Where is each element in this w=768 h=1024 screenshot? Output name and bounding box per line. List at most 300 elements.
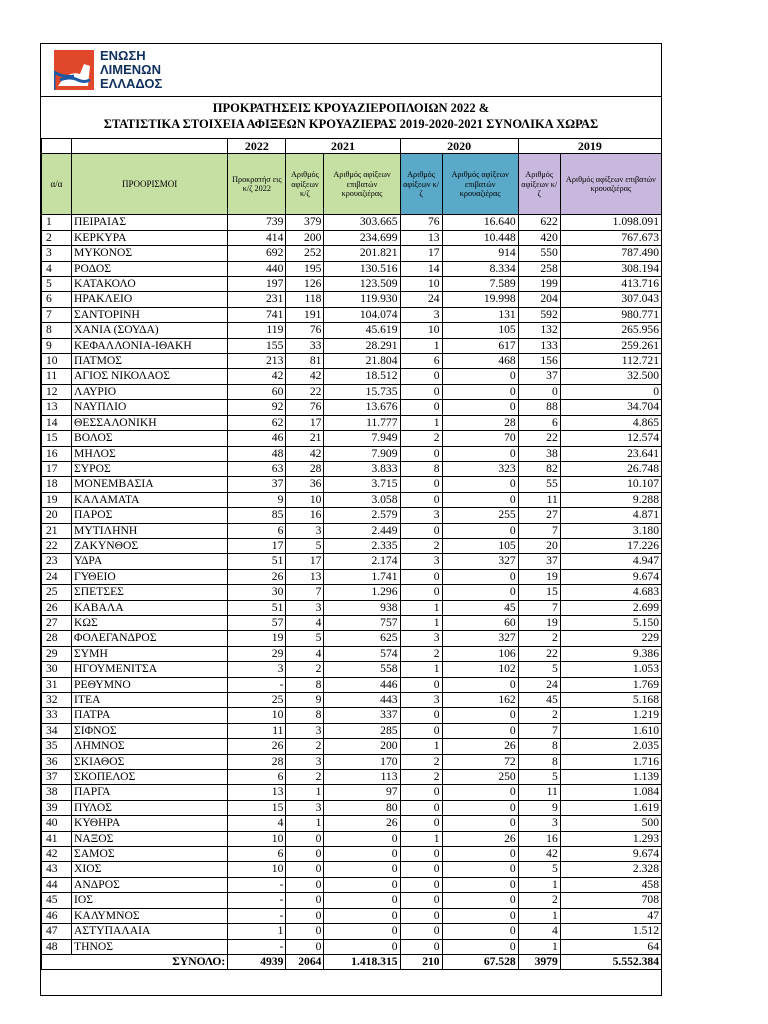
table-row [42, 831, 662, 846]
destination-name: ΝΑΥΠΛΙΟ [72, 400, 228, 415]
table-cell: 9 [286, 693, 324, 708]
table-cell: 7 [286, 585, 324, 600]
table-cell: 17 [286, 415, 324, 430]
table-cell: 0 [400, 677, 442, 692]
table-row [42, 338, 662, 353]
table-cell: 213 [228, 354, 286, 369]
table-cell: 0 [400, 862, 442, 877]
table-cell: 1.769 [560, 677, 661, 692]
table-row [42, 877, 662, 892]
table-cell: 10 [228, 862, 286, 877]
table-cell: 914 [442, 246, 518, 261]
table-cell: 1.716 [560, 754, 661, 769]
table-cell: 6 [518, 415, 560, 430]
table-cell: 11 [518, 785, 560, 800]
table-cell: 446 [324, 677, 400, 692]
table-cell: 4.865 [560, 415, 661, 430]
table-cell: 26 [228, 739, 286, 754]
table-cell: 708 [560, 893, 661, 908]
table-cell: 0 [518, 384, 560, 399]
table-row [42, 585, 662, 600]
table-cell: 413.716 [560, 277, 661, 292]
table-cell: 420 [518, 230, 560, 245]
table-cell: 76 [286, 323, 324, 338]
table-row [42, 277, 662, 292]
row-index: 11 [42, 369, 72, 384]
table-cell: 0 [442, 569, 518, 584]
table-cell: 8 [400, 461, 442, 476]
table-cell: 258 [518, 261, 560, 276]
table-cell: 195 [286, 261, 324, 276]
table-cell: 113 [324, 770, 400, 785]
table-cell: 97 [324, 785, 400, 800]
table-row [42, 800, 662, 815]
table-cell: 0 [286, 877, 324, 892]
logo-line-1: ΕΝΩΣΗ [100, 48, 146, 63]
destination-name: ΠΥΛΟΣ [72, 800, 228, 815]
table-cell: 2 [518, 631, 560, 646]
table-cell: 28 [228, 754, 286, 769]
table-row [42, 400, 662, 415]
table-cell: 0 [286, 862, 324, 877]
table-row [42, 215, 662, 230]
header-arrivals-2020: Αριθμός αφίξεων κ/ζ [400, 154, 442, 215]
destination-name: ΣΚΙΑΘΟΣ [72, 754, 228, 769]
destination-name: ΛΑΥΡΙΟ [72, 384, 228, 399]
table-cell: 7 [518, 723, 560, 738]
row-index: 38 [42, 785, 72, 800]
table-cell: 131 [442, 307, 518, 322]
table-cell: 3 [286, 754, 324, 769]
table-row [42, 816, 662, 831]
table-cell: 3 [228, 662, 286, 677]
year-header-row [42, 139, 662, 154]
table-cell: 229 [560, 631, 661, 646]
table-cell: 0 [400, 908, 442, 923]
table-cell: 13 [228, 785, 286, 800]
table-cell: 2 [400, 770, 442, 785]
header-destinations: ΠΡΟΟΡΙΣΜΟΙ [72, 154, 228, 215]
table-cell: 285 [324, 723, 400, 738]
table-row [42, 785, 662, 800]
table-cell: 327 [442, 631, 518, 646]
table-cell: 3.715 [324, 477, 400, 492]
destination-name: ΑΓΙΟΣ ΝΙΚΟΛΑΟΣ [72, 369, 228, 384]
table-cell: 0 [442, 893, 518, 908]
table-cell: 741 [228, 307, 286, 322]
table-cell: 20 [518, 538, 560, 553]
table-cell: 36 [286, 477, 324, 492]
table-cell: 0 [442, 800, 518, 815]
table-cell: 0 [400, 893, 442, 908]
table-cell: 9.386 [560, 646, 661, 661]
table-cell: 2.328 [560, 862, 661, 877]
table-cell: 42 [228, 369, 286, 384]
destination-name: ΚΑΒΑΛΑ [72, 600, 228, 615]
table-cell: 13 [400, 230, 442, 245]
table-cell: 17 [400, 246, 442, 261]
table-cell: 25 [228, 693, 286, 708]
table-cell: 1 [518, 908, 560, 923]
table-cell: 47 [560, 908, 661, 923]
table-cell: 1.098.091 [560, 215, 661, 230]
table-row [42, 446, 662, 461]
table-cell: 0 [286, 924, 324, 939]
table-cell: 42 [286, 369, 324, 384]
table-cell: 24 [400, 292, 442, 307]
table-row [42, 939, 662, 954]
table-cell: 3 [400, 693, 442, 708]
table-cell: 48 [228, 446, 286, 461]
destination-name: ΣΠΕΤΣΕΣ [72, 585, 228, 600]
table-row [42, 924, 662, 939]
row-index: 44 [42, 877, 72, 892]
destination-name: ΙΤΕΑ [72, 693, 228, 708]
table-row [42, 261, 662, 276]
table-cell: 1.053 [560, 662, 661, 677]
table-cell: 62 [228, 415, 286, 430]
table-cell: 0 [442, 723, 518, 738]
table-cell: - [228, 908, 286, 923]
table-cell: 10 [400, 277, 442, 292]
table-cell: 63 [228, 461, 286, 476]
table-cell: 1.219 [560, 708, 661, 723]
table-row [42, 847, 662, 862]
table-cell: 0 [400, 369, 442, 384]
table-cell: 1 [228, 924, 286, 939]
row-index: 48 [42, 939, 72, 954]
table-cell: 57 [228, 615, 286, 630]
table-cell: 28 [442, 415, 518, 430]
destination-name: ΠΑΡΟΣ [72, 508, 228, 523]
row-index: 6 [42, 292, 72, 307]
table-cell: 37 [518, 554, 560, 569]
total-arr2019: 3979 [518, 954, 560, 969]
table-cell: 19 [228, 631, 286, 646]
table-cell: 46 [228, 431, 286, 446]
table-cell: 130.516 [324, 261, 400, 276]
destination-name: ΥΔΡΑ [72, 554, 228, 569]
row-index: 21 [42, 523, 72, 538]
table-cell: 200 [324, 739, 400, 754]
table-cell: - [228, 893, 286, 908]
table-cell: 55 [518, 477, 560, 492]
total-arr2020: 210 [400, 954, 442, 969]
table-cell: 592 [518, 307, 560, 322]
table-row [42, 461, 662, 476]
destination-name: ΡΟΔΟΣ [72, 261, 228, 276]
destination-name: ΓΥΘΕΙΟ [72, 569, 228, 584]
table-cell: 0 [400, 477, 442, 492]
table-cell: 980.771 [560, 307, 661, 322]
table-cell: 26.748 [560, 461, 661, 476]
table-cell: 92 [228, 400, 286, 415]
table-cell: 32.500 [560, 369, 661, 384]
table-cell: 0 [400, 847, 442, 862]
table-row [42, 615, 662, 630]
destination-name: ΛΗΜΝΟΣ [72, 739, 228, 754]
row-index: 31 [42, 677, 72, 692]
table-cell: - [228, 677, 286, 692]
table-cell: 11.777 [324, 415, 400, 430]
table-cell: 2 [518, 893, 560, 908]
table-row [42, 754, 662, 769]
table-cell: 45 [518, 693, 560, 708]
table-cell: 4.683 [560, 585, 661, 600]
table-cell: 0 [400, 939, 442, 954]
table-row [42, 693, 662, 708]
table-cell: 739 [228, 215, 286, 230]
table-cell: 0 [400, 585, 442, 600]
year-2022: 2022 [228, 139, 286, 154]
table-cell: 4 [518, 924, 560, 939]
row-index: 36 [42, 754, 72, 769]
table-cell: 10 [286, 492, 324, 507]
header-index: α/α [42, 154, 72, 215]
table-cell: 155 [228, 338, 286, 353]
table-cell: 2 [286, 770, 324, 785]
table-cell: 574 [324, 646, 400, 661]
table-cell: 4.871 [560, 508, 661, 523]
table-cell: 4.947 [560, 554, 661, 569]
table-cell: 45 [442, 600, 518, 615]
table-cell: 622 [518, 215, 560, 230]
table-cell: 0 [324, 847, 400, 862]
table-row [42, 554, 662, 569]
table-cell: 0 [400, 384, 442, 399]
table-row [42, 415, 662, 430]
table-cell: 558 [324, 662, 400, 677]
table-cell: 550 [518, 246, 560, 261]
table-cell: 3 [400, 631, 442, 646]
table-cell: 88 [518, 400, 560, 415]
table-cell: 3.058 [324, 492, 400, 507]
table-cell: 0 [442, 847, 518, 862]
table-cell: 443 [324, 693, 400, 708]
table-cell: 13.676 [324, 400, 400, 415]
destination-name: ΗΡΑΚΛΕΙΟ [72, 292, 228, 307]
table-row [42, 723, 662, 738]
table-row [42, 492, 662, 507]
total-label: ΣΥΝΟΛΟ: [42, 954, 228, 969]
destination-name: ΚΩΣ [72, 615, 228, 630]
table-cell: 10 [400, 323, 442, 338]
table-cell: 3 [286, 523, 324, 538]
table-cell: 16 [286, 508, 324, 523]
table-cell: 0 [286, 908, 324, 923]
table-cell: 0 [442, 785, 518, 800]
table-cell: 30 [228, 585, 286, 600]
table-cell: 76 [286, 400, 324, 415]
destination-name: ΗΓΟΥΜΕΝΙΤΣΑ [72, 662, 228, 677]
row-index: 37 [42, 770, 72, 785]
destination-name: ΖΑΚΥΝΘΟΣ [72, 538, 228, 553]
table-cell: 458 [560, 877, 661, 892]
table-cell: 0 [442, 862, 518, 877]
table-cell: 23.641 [560, 446, 661, 461]
table-cell: 14 [400, 261, 442, 276]
destination-name: ΣΥΡΟΣ [72, 461, 228, 476]
table-row [42, 323, 662, 338]
row-index: 35 [42, 739, 72, 754]
table-row [42, 307, 662, 322]
table-cell: 0 [400, 723, 442, 738]
table-cell: 1 [400, 338, 442, 353]
total-pax2019: 5.552.384 [560, 954, 661, 969]
row-index: 45 [42, 893, 72, 908]
table-cell: 7 [518, 600, 560, 615]
table-cell: 9.674 [560, 569, 661, 584]
table-cell: 1 [286, 785, 324, 800]
table-cell: 105 [442, 323, 518, 338]
table-cell: 5 [518, 862, 560, 877]
table-cell: 692 [228, 246, 286, 261]
table-cell: 0 [400, 800, 442, 815]
row-index: 41 [42, 831, 72, 846]
destination-name: ΚΑΤΑΚΟΛΟ [72, 277, 228, 292]
table-cell: 3 [518, 816, 560, 831]
document-frame [40, 43, 662, 996]
destination-name: ΒΟΛΟΣ [72, 431, 228, 446]
row-index: 39 [42, 800, 72, 815]
row-index: 10 [42, 354, 72, 369]
table-cell: 0 [286, 831, 324, 846]
table-cell: 9 [518, 800, 560, 815]
table-cell: 1 [400, 600, 442, 615]
row-index: 17 [42, 461, 72, 476]
table-cell: 80 [324, 800, 400, 815]
row-index: 24 [42, 569, 72, 584]
table-cell: 0 [324, 908, 400, 923]
table-cell: 0 [442, 523, 518, 538]
table-cell: 0 [286, 939, 324, 954]
table-cell: 5 [286, 538, 324, 553]
title-area [41, 96, 661, 139]
table-cell: 5 [286, 631, 324, 646]
table-cell: 327 [442, 554, 518, 569]
destination-name: ΡΕΘΥΜΝΟ [72, 677, 228, 692]
table-cell: 3 [286, 600, 324, 615]
title-line-1: ΠΡΟΚΡΑΤΗΣΕΙΣ ΚΡΟΥΑΖΙΕΡΟΠΛΟΙΩΝ 2022 & [212, 101, 490, 115]
header-passengers-2019: Αριθμός αφίξεων επιβατών κρουαζιέρας [560, 154, 661, 215]
table-cell: 1.619 [560, 800, 661, 815]
table-cell: 0 [400, 877, 442, 892]
table-cell: 0 [324, 939, 400, 954]
table-cell: 1 [400, 831, 442, 846]
table-cell: 119.930 [324, 292, 400, 307]
table-cell: 7.909 [324, 446, 400, 461]
table-cell: 0 [286, 893, 324, 908]
table-row [42, 677, 662, 692]
destination-name: ΣΥΜΗ [72, 646, 228, 661]
title-line-2: ΣΤΑΤΙΣΤΙΚΑ ΣΤΟΙΧΕΙΑ ΑΦΙΞΕΩΝ ΚΡΟΥΑΖΙΕΡΑΣ 2019-2020-2021 ΣΥΝΟΛΙΚΑ ΧΩΡΑΣ [103, 117, 599, 131]
table-cell: 0 [324, 893, 400, 908]
table-cell: 0 [442, 908, 518, 923]
table-cell: 308.194 [560, 261, 661, 276]
table-cell: 10.107 [560, 477, 661, 492]
row-index: 9 [42, 338, 72, 353]
destination-name: ΜΗΛΟΣ [72, 446, 228, 461]
table-row [42, 246, 662, 261]
table-cell: 9.674 [560, 847, 661, 862]
table-cell: 252 [286, 246, 324, 261]
row-index: 42 [42, 847, 72, 862]
table-cell: 1.293 [560, 831, 661, 846]
table-cell: 5 [518, 662, 560, 677]
destination-name: ΑΝΔΡΟΣ [72, 877, 228, 892]
row-index: 30 [42, 662, 72, 677]
header-bookings-2022: Προκρατήσ εις κ/ζ 2022 [228, 154, 286, 215]
cruise-statistics-table [41, 138, 662, 970]
table-cell: 4 [228, 816, 286, 831]
table-cell: 1.084 [560, 785, 661, 800]
destination-name: ΠΑΤΡΑ [72, 708, 228, 723]
row-index: 1 [42, 215, 72, 230]
table-cell: 1 [286, 816, 324, 831]
table-cell: 170 [324, 754, 400, 769]
table-row [42, 384, 662, 399]
table-cell: 105 [442, 538, 518, 553]
table-row [42, 569, 662, 584]
table-cell: 1 [518, 939, 560, 954]
logo-line-3: ΕΛΛΑΔΟΣ [100, 76, 163, 91]
table-cell: 255 [442, 508, 518, 523]
table-cell: 204 [518, 292, 560, 307]
table-cell: 123.509 [324, 277, 400, 292]
table-row [42, 431, 662, 446]
table-cell: 6 [228, 847, 286, 862]
table-cell: 0 [442, 446, 518, 461]
table-cell: 0 [442, 677, 518, 692]
table-cell: 3.180 [560, 523, 661, 538]
row-index: 26 [42, 600, 72, 615]
table-row [42, 893, 662, 908]
table-cell: 2.449 [324, 523, 400, 538]
table-cell: 2 [400, 754, 442, 769]
table-cell: 34.704 [560, 400, 661, 415]
destination-name: ΠΑΤΜΟΣ [72, 354, 228, 369]
row-index: 3 [42, 246, 72, 261]
destination-name: ΚΕΡΚΥΡΑ [72, 230, 228, 245]
table-cell: 197 [228, 277, 286, 292]
row-index: 32 [42, 693, 72, 708]
table-cell: 1 [400, 415, 442, 430]
destination-name: ΠΕΙΡΑΙΑΣ [72, 215, 228, 230]
table-cell: 27 [518, 508, 560, 523]
table-cell: 8 [286, 708, 324, 723]
table-cell: 1 [400, 739, 442, 754]
table-cell: 17.226 [560, 538, 661, 553]
table-cell: 3 [400, 508, 442, 523]
table-row [42, 600, 662, 615]
header-passengers-2021: Αριθμός αφίξεων επιβατών κρουαζιέρας [324, 154, 400, 215]
header-arrivals-2021: Αριθμός αφίξεων κ/ζ [286, 154, 324, 215]
table-cell: 3 [286, 723, 324, 738]
row-index: 15 [42, 431, 72, 446]
table-cell: 15 [228, 800, 286, 815]
table-cell: 119 [228, 323, 286, 338]
ports-union-logo-icon [54, 50, 94, 90]
row-index: 19 [42, 492, 72, 507]
table-cell: 29 [228, 646, 286, 661]
table-cell: 2.035 [560, 739, 661, 754]
destination-name: ΝΑΞΟΣ [72, 831, 228, 846]
row-index: 14 [42, 415, 72, 430]
table-cell: 76 [400, 215, 442, 230]
table-cell: 0 [324, 877, 400, 892]
table-cell: 337 [324, 708, 400, 723]
table-cell: 0 [442, 939, 518, 954]
